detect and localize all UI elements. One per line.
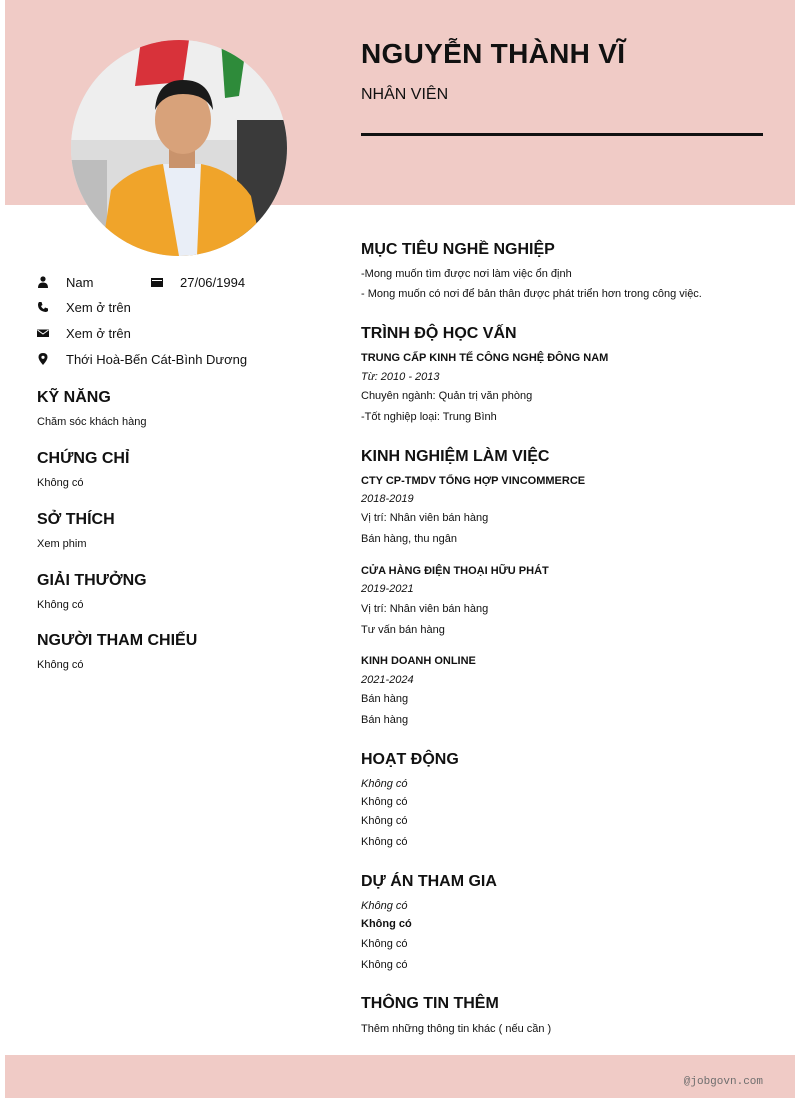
certificates-section [37,450,327,489]
activities-title: HOẠT ĐỘNG [361,751,459,768]
gender-value: Nam [66,274,94,290]
mail-icon [37,327,49,339]
header-divider [361,133,763,136]
birthdate-value: 27/06/1994 [180,274,246,290]
address-row [37,350,247,368]
education-title: TRÌNH ĐỘ HỌC VẤN [361,325,517,342]
phone-row [37,298,131,316]
activities-line: Không có [361,815,408,827]
activities-line: Không có [361,796,408,808]
awards-title: GIẢI THƯỞNG [37,572,147,589]
objective-title: MỤC TIÊU NGHỀ NGHIỆP [361,241,555,258]
references-text: Không có [37,659,84,671]
job-desc: Tư vấn bán hàng [361,624,445,636]
job-role: Vị trí: Nhân viên bán hàng [361,603,489,615]
additional-title: THÔNG TIN THÊM [361,995,499,1012]
phone-value: Xem ở trên [66,299,131,315]
education-period: Từ: 2010 - 2013 [361,371,440,383]
footer-band [5,1055,795,1098]
job-desc: Bán hàng, thu ngân [361,533,458,545]
education-school: TRUNG CẤP KINH TẾ CÔNG NGHỆ ĐÔNG NAM [361,352,609,364]
calendar-icon [151,276,163,288]
certificates-text: Không có [37,477,84,489]
location-icon [37,353,49,365]
projects-line: Không có [361,900,408,912]
job-desc: Bán hàng [361,714,409,726]
email-value: Xem ở trên [66,325,131,341]
hobbies-section [37,511,327,550]
activities-line: Không có [361,778,408,790]
job-company: KINH DOANH ONLINE [361,655,476,667]
awards-text: Không có [37,599,84,611]
job-company: CỬA HÀNG ĐIỆN THOẠI HỮU PHÁT [361,565,549,577]
profile-photo [71,40,287,256]
job-company: CTY CP-TMDV TỔNG HỢP VINCOMMERCE [361,475,586,487]
email-row [37,324,131,342]
projects-line: Không có [361,938,408,950]
hobbies-text: Xem phim [37,538,87,550]
user-icon [37,276,49,288]
phone-icon [37,301,49,313]
job-period: 2021-2024 [361,674,414,686]
skills-title: KỸ NĂNG [37,389,111,406]
birthdate-row [151,273,245,291]
certificates-title: CHỨNG CHỈ [37,450,130,467]
references-title: NGƯỜI THAM CHIẾU [37,632,198,649]
education-grade: -Tốt nghiệp loại: Trung Bình [361,411,497,423]
objective-line: - Mong muốn có nơi để bản thân được phát triển hơn trong công việc. [361,288,702,300]
awards-section [37,572,327,611]
candidate-position: NHÂN VIÊN [361,86,449,103]
gender-row [37,273,93,291]
job-role: Vị trí: Nhân viên bán hàng [361,512,489,524]
projects-line: Không có [361,959,408,971]
address-value: Thới Hoà-Bến Cát-Bình Dương [66,351,248,367]
experience-title: KINH NGHIỆM LÀM VIỆC [361,448,550,465]
projects-title: DỰ ÁN THAM GIA [361,873,497,890]
references-section [37,632,327,671]
hobbies-title: SỞ THÍCH [37,511,115,528]
skills-section [37,389,327,428]
skills-text: Chăm sóc khách hàng [37,416,147,428]
job-period: 2019-2021 [361,583,414,595]
projects-line: Không có [361,918,412,930]
education-major: Chuyên ngành: Quản trị văn phòng [361,390,533,402]
candidate-name: NGUYỄN THÀNH VĨ [361,38,626,69]
objective-line: -Mong muốn tìm được nơi làm việc ổn định [361,268,572,280]
job-period: 2018-2019 [361,493,414,505]
additional-text: Thêm những thông tin khác ( nếu cần ) [361,1023,552,1035]
activities-line: Không có [361,836,408,848]
watermark: @jobgovn.com [683,1076,763,1088]
job-role: Bán hàng [361,693,409,705]
